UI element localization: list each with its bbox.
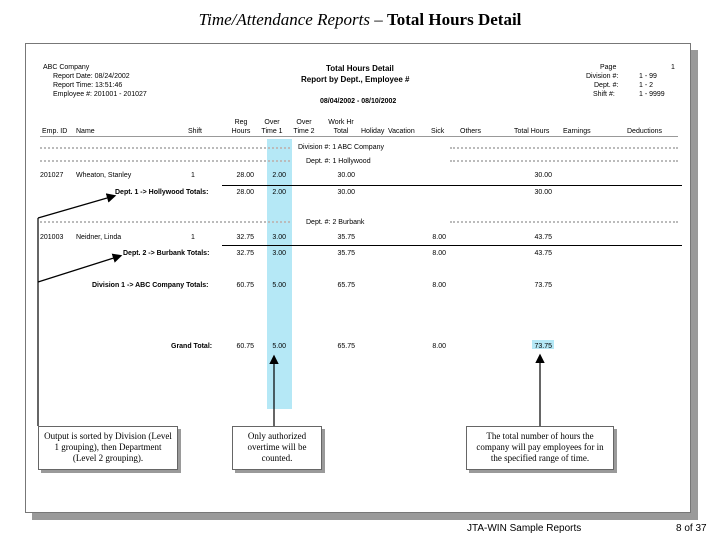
page-value: 1 [671,64,675,71]
col-total-hours: Total Hours [514,128,550,135]
dept-label: Dept. #: [594,82,619,89]
callout-total: The total number of hours the company will pay employees for in the specified range of time. [466,426,614,470]
row-ot1: 2.00 [272,189,286,196]
col-earnings: Earnings [563,128,591,135]
shift-label: Shift #: [593,91,615,98]
row-emp-id: 201003 [40,234,64,241]
col-vacation: Vacation [388,128,415,135]
dept2-heading: Dept. #: 2 Burbank [306,219,365,226]
col-holiday: Holiday [361,128,385,135]
company-name: ABC Company [43,64,90,71]
row-work: 30.00 [337,189,355,196]
report-time: Report Time: 13:51:46 [53,82,123,89]
division-value: 1 - 99 [639,73,657,80]
division-label: Division #: [586,73,619,80]
slide-title-bold: Total Hours Detail [386,10,522,29]
col-name: Name [76,128,95,135]
row-emp-name: Wheaton, Stanley [76,172,132,179]
callout-sort: Output is sorted by Division (Level 1 grouping), then Department (Level 2 grouping). [38,426,178,470]
row-reg: 60.75 [236,282,254,289]
row-total: 30.00 [534,172,552,179]
row-reg: 28.00 [236,189,254,196]
dept-value: 1 - 2 [639,82,654,89]
footer-source: JTA-WIN Sample Reports [467,523,582,534]
callout-overtime: Only authorized overtime will be counted. [232,426,322,470]
row-reg: 60.75 [236,343,254,350]
row-ot1: 2.00 [272,172,286,179]
division-totals-label: Division 1 -> ABC Company Totals: [92,282,209,289]
col-deductions: Deductions [627,128,663,135]
row-total: 73.75 [534,282,552,289]
slide-title-italic: Time/Attendance Reports – [198,10,387,29]
col-sick: Sick [431,128,445,135]
row-reg: 32.75 [236,250,254,257]
row-ot1: 3.00 [272,234,286,241]
division-heading: Division #: 1 ABC Company [298,144,384,151]
row-work: 65.75 [337,343,355,350]
arrow-dept1 [38,196,114,218]
report-date: Report Date: 08/24/2002 [53,73,130,80]
col-ot2: Over Time 2 [293,119,315,135]
row-shift: 1 [191,234,195,241]
row-sick: 8.00 [432,343,446,350]
grand-total-label: Grand Total: [171,343,213,350]
row-work: 30.00 [337,172,355,179]
row-reg: 32.75 [236,234,254,241]
row-work: 65.75 [337,282,355,289]
employee-range: Employee #: 201001 - 201027 [53,91,147,98]
dept2-totals-label: Dept. 2 -> Burbank Totals: [123,250,210,257]
report-title: Total Hours Detail [326,64,394,73]
col-work-hr-total: Work Hr Total [328,119,354,135]
date-range: 08/04/2002 - 08/10/2002 [320,98,397,105]
row-ot1: 5.00 [272,282,286,289]
report-subtitle: Report by Dept., Employee # [301,75,410,84]
row-total: 73.75 [534,343,552,350]
col-emp-id: Emp. ID [42,128,68,135]
row-total: 30.00 [534,189,552,196]
row-total: 43.75 [534,250,552,257]
shift-value: 1 - 9999 [639,91,665,98]
row-emp-name: Neidner, Linda [76,234,122,241]
page-label: Page [600,64,617,71]
dept1-totals-label: Dept. 1 -> Hollywood Totals: [115,189,209,196]
row-ot1: 5.00 [272,343,286,350]
row-work: 35.75 [337,234,355,241]
col-reg-hours: Reg Hours [231,119,251,135]
dept1-heading: Dept. #: 1 Hollywood [306,158,371,165]
row-reg: 28.00 [236,172,254,179]
footer-page: 8 of 37 [676,523,707,534]
arrow-dept2 [38,256,120,282]
row-sick: 8.00 [432,282,446,289]
col-others: Others [460,128,482,135]
row-sick: 8.00 [432,250,446,257]
row-sick: 8.00 [432,234,446,241]
row-ot1: 3.00 [272,250,286,257]
row-work: 35.75 [337,250,355,257]
col-ot1: Over Time 1 [261,119,283,135]
row-emp-id: 201027 [40,172,64,179]
row-total: 43.75 [534,234,552,241]
col-shift: Shift [188,128,203,135]
row-shift: 1 [191,172,195,179]
